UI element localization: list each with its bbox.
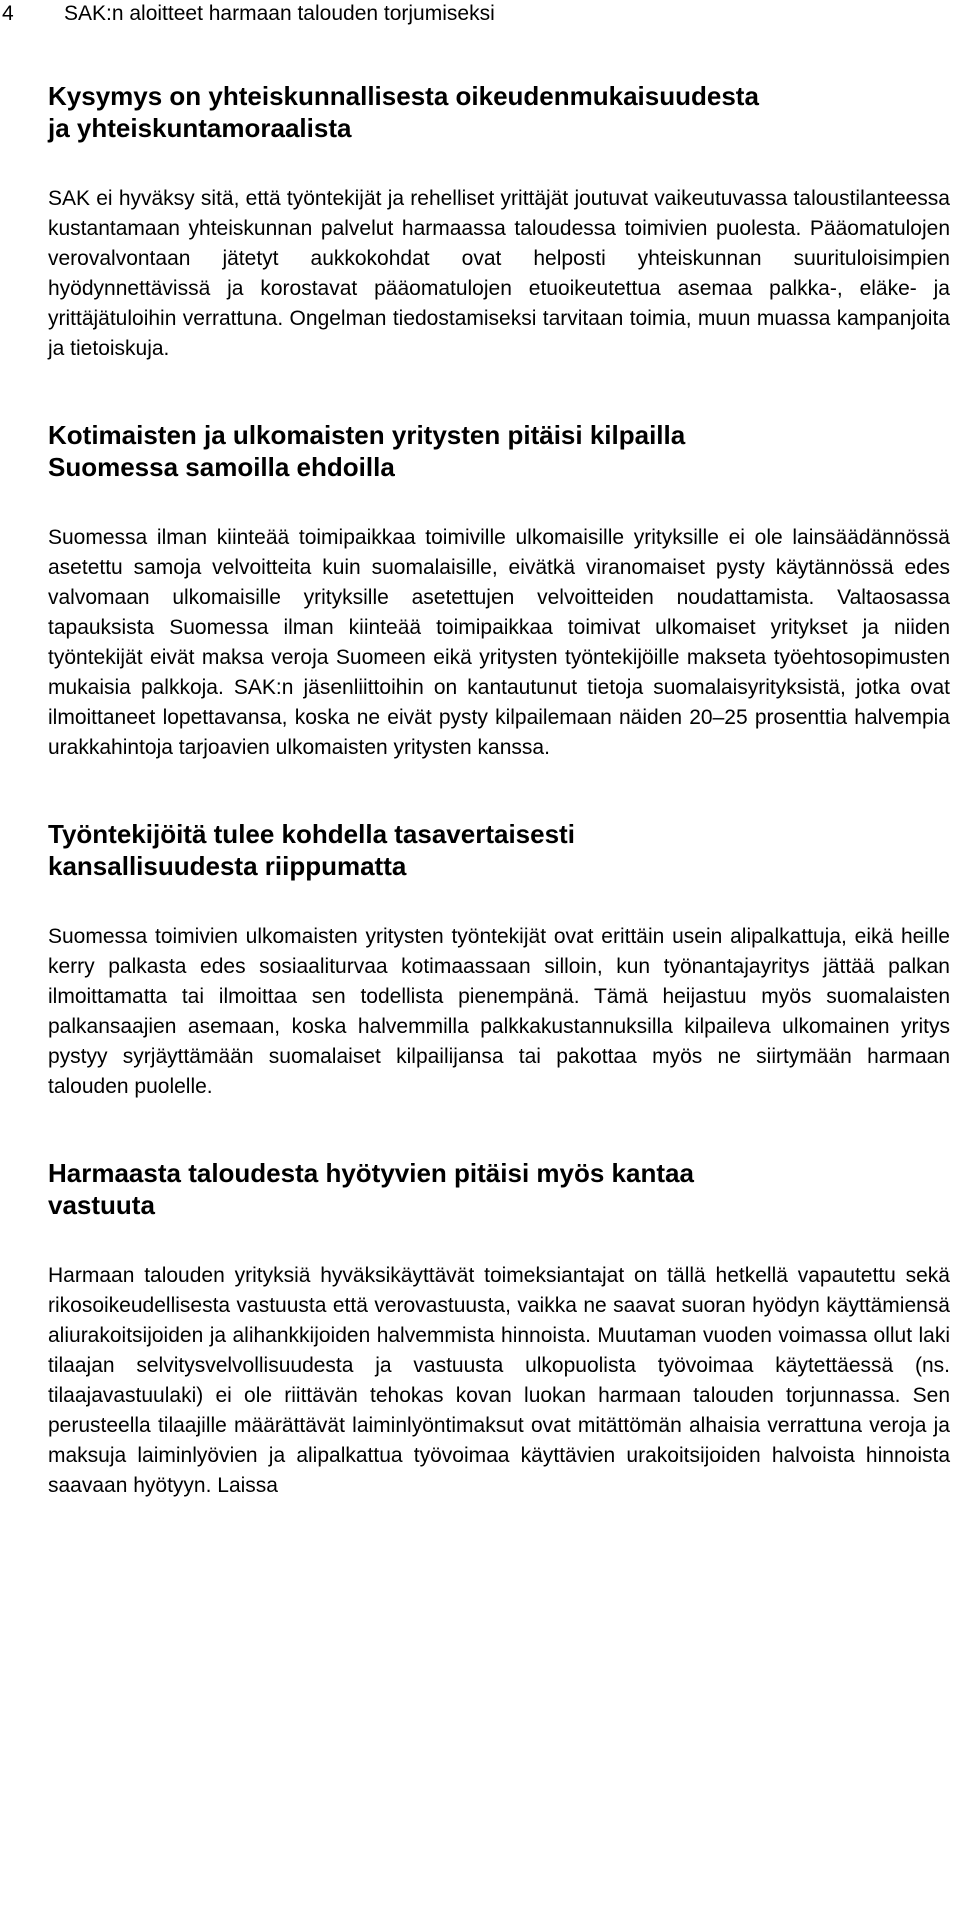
section-equal-competition — [48, 419, 950, 763]
section-heading-line: vastuuta — [48, 1190, 155, 1220]
section-social-justice — [48, 80, 950, 364]
section-heading-line: Harmaasta taloudesta hyötyvien pitäisi myös kantaa — [48, 1158, 694, 1188]
section-heading-line: ja yhteiskuntamoraalista — [48, 113, 352, 143]
section-body: Harmaan talouden yrityksiä hyväksikäyttävät toimeksiantajat on tällä hetkellä vapautettu sekä rikosoikeudellisesta vastuusta että verovastuusta, vaikka ne saavat suoran hyödyn käyttämiensä aliurakoitsijoiden ja alihankkijoiden halvemmista hinnoista. Muutaman vuoden voimassa ollut laki tilaajan selvitysvelvollisuudesta ja vastuusta ulkopuolista työvoimaa käytettäessä (ns. tilaajavastuulaki) ei ole riittävän tehokas kovan luokan harmaan talouden torjunnassa. Sen perusteella tilaajille määrättävät laiminlyöntimaksut ovat mitättömän alhaisia verrattuna veroja ja maksuja laiminlyövien ja alipalkattua työvoimaa käyttävien urakoitsijoiden halvoista hinnoista saavaan hyötyyn. Laissa — [48, 1264, 950, 1497]
section-body: Suomessa ilman kiinteää toimipaikkaa toimiville ulkomaisille yrityksille ei ole lainsäädännössä asetettu samoja velvoitteita kuin suomalaisille, eivätkä viranomaiset pysty käytännössä edes valvomaan ulkomaisille yrityksille asetettujen velvoitteiden noudattamista. Valtaosassa tapauksista Suomessa ilman kiinteää toimipaikkaa toimivat ulkomaiset yritykset ja niiden työntekijät eivät maksa veroja Suomeen eikä yritysten työntekijöille makseta työehtosopimusten mukaisia palkkoja. SAK:n jäsenliittoihin on kantautunut tietoja suomalaisyrityksistä, jotka ovat ilmoittaneet lopettavansa, koska ne eivät pysty kilpailemaan näiden 20–25 prosenttia halvempia urakkahintoja tarjoavien ulkomaisten yritysten kanssa. — [48, 526, 950, 759]
section-heading — [48, 419, 950, 483]
section-heading-line: Kotimaisten ja ulkomaisten yritysten pitäisi kilpailla — [48, 420, 686, 450]
section-heading-line: kansallisuudesta riippumatta — [48, 851, 407, 881]
section-equal-treatment — [48, 818, 950, 1102]
section-heading — [48, 80, 950, 144]
section-body: Suomessa toimivien ulkomaisten yritysten työntekijät ovat erittäin usein alipalkattuja, eikä heille kerry palkasta edes sosiaaliturvaa kotimaassaan silloin, kun työnantajayritys jättää palkan ilmoittamatta tai ilmoittaa sen todellista pienempänä. Tämä heijastuu myös suomalaisten palkansaajien asemaan, koska halvemmilla palkkakustannuksilla kilpaileva ulkomainen yritys pystyy syrjäyttämään suomalaiset kilpailijansa tai pakottaa myös ne siirtymään harmaan talouden puolelle. — [48, 925, 950, 1098]
section-heading-line: Kysymys on yhteiskunnallisesta oikeudenmukaisuudesta — [48, 81, 759, 111]
section-body: SAK ei hyväksy sitä, että työntekijät ja rehelliset yrittäjät joutuvat vaikeutuvassa taloustilanteessa kustantamaan yhteiskunnan palvelut harmaassa taloudessa toimivien puolesta. Pääomatulojen verovalvontaan jätetyt aukkokohdat ovat helposti yhteiskunnan suurituloisimpien hyödynnettävissä ja korostavat pääomatulojen etuoikeutettua asemaa palkka-, eläke- ja yrittäjätuloihin verrattuna. Ongelman tiedostamiseksi tarvitaan toimia, muun muassa kampanjoita ja tietoiskuja. — [48, 187, 950, 360]
document-content — [48, 80, 950, 1501]
section-heading-line: Suomessa samoilla ehdoilla — [48, 452, 395, 482]
section-heading — [48, 1157, 950, 1221]
section-beneficiary-responsibility — [48, 1157, 950, 1501]
section-heading-line: Työntekijöitä tulee kohdella tasavertaisesti — [48, 819, 575, 849]
section-heading — [48, 818, 950, 882]
running-title: SAK:n aloitteet harmaan talouden torjumiseksi — [64, 2, 495, 25]
page-header — [0, 0, 960, 30]
page-number: 4 — [2, 2, 14, 25]
